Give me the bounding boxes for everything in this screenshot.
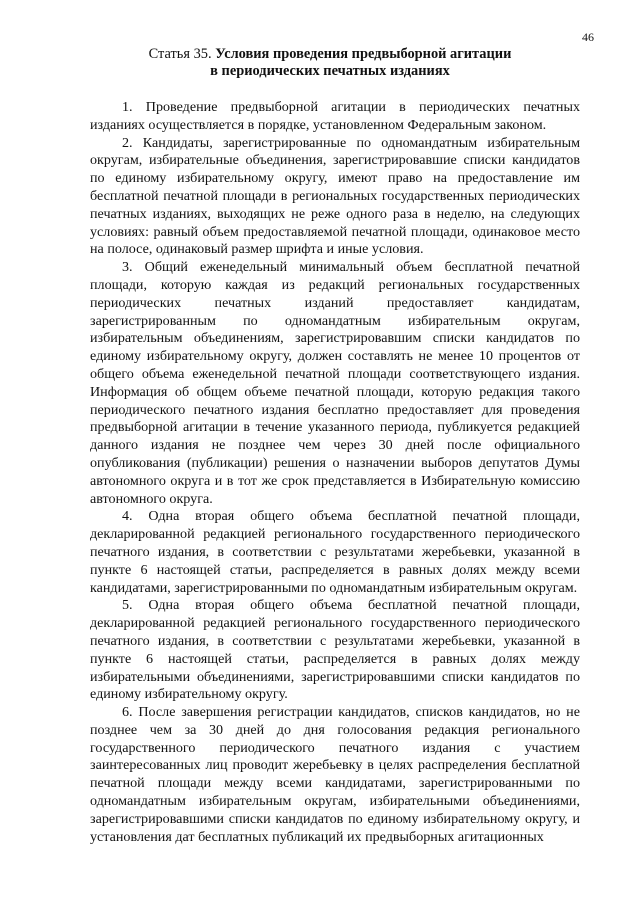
article-heading-part-1: Условия проведения предвыборной агитации	[215, 46, 512, 62]
article-title-line-2: в периодических печатных изданиях	[210, 63, 450, 79]
article-title-line-1	[80, 46, 580, 63]
article-body	[90, 99, 580, 846]
paragraph-1: 1. Проведение предвыборной агитации в периодических печатных изданиях осуществляется в порядке, установленном Федеральным законом.	[90, 99, 580, 133]
article-number: Статья 35.	[148, 46, 212, 62]
page-number: 46	[582, 30, 594, 44]
article-title	[80, 46, 580, 80]
paragraph-2: 2. Кандидаты, зарегистрированные по одномандатным избирательным округам, избирательные объединения, зарегистрировавшие списки кандидатов по единому избирательному округу, имеют право на предоставление им бесплатной печатной площади в региональных государственных периодических печатных изданиях, выходящих не реже одного раза в неделю, на следующих условиях: равный объем предоставляемой печатной площади, одинаковое место на полосе, одинаковый размер шрифта и иные условия.	[90, 134, 580, 258]
paragraph-6: 6. После завершения регистрации кандидатов, списков кандидатов, но не позднее чем за 30 дней до дня голосования редакция регионального государственного периодического печатного издания с участием заинтересованных лиц проводит жеребьевку в целях распределения бесплатной печатной площади между всеми кандидатами, зарегистрированными по одномандатным избирательным округам, избирательными объединениями, зарегистрировавшими списки кандидатов по единому избирательному округу, и установления дат бесплатных публикаций их предвыборных агитационных	[90, 704, 580, 845]
paragraph-3: 3. Общий еженедельный минимальный объем бесплатной печатной площади, которую каждая из редакций региональных государственных периодических печатных изданий предоставляет кандидатам, зарегистрированным по одномандатным избирательным округам, избирательным объединениям, зарегистрировавшим списки кандидатов по единому избирательному округу, должен составлять не менее 10 процентов от общего объема еженедельной печатной площади соответствующего издания. Информация об общем объеме печатной площади, которую редакция такого периодического печатного издания бесплатно предоставляет для проведения предвыборной агитации в течение указанного периода, публикуется редакцией данного издания не позднее чем через 30 дней после официального опубликования (публикации) решения о назначении выборов депутатов Думы автономного округа и в тот же срок представляется в Избирательную комиссию автономного округа.	[90, 259, 580, 507]
paragraph-4: 4. Одна вторая общего объема бесплатной печатной площади, декларированной редакцией регионального государственного периодического печатного издания, в соответствии с результатами жеребьевки, указанной в пункте 6 настоящей статьи, распределяется в равных долях между всеми кандидатами, зарегистрированными по одномандатным избирательным округам.	[90, 508, 580, 596]
paragraph-5: 5. Одна вторая общего объема бесплатной печатной площади, декларированной редакцией регионального государственного периодического печатного издания, в соответствии с результатами жеребьевки, указанной в пункте 6 настоящей статьи, распределяется в равных долях между избирательными объединениями, зарегистрировавшими списки кандидатов по единому избирательному округу.	[90, 597, 580, 703]
